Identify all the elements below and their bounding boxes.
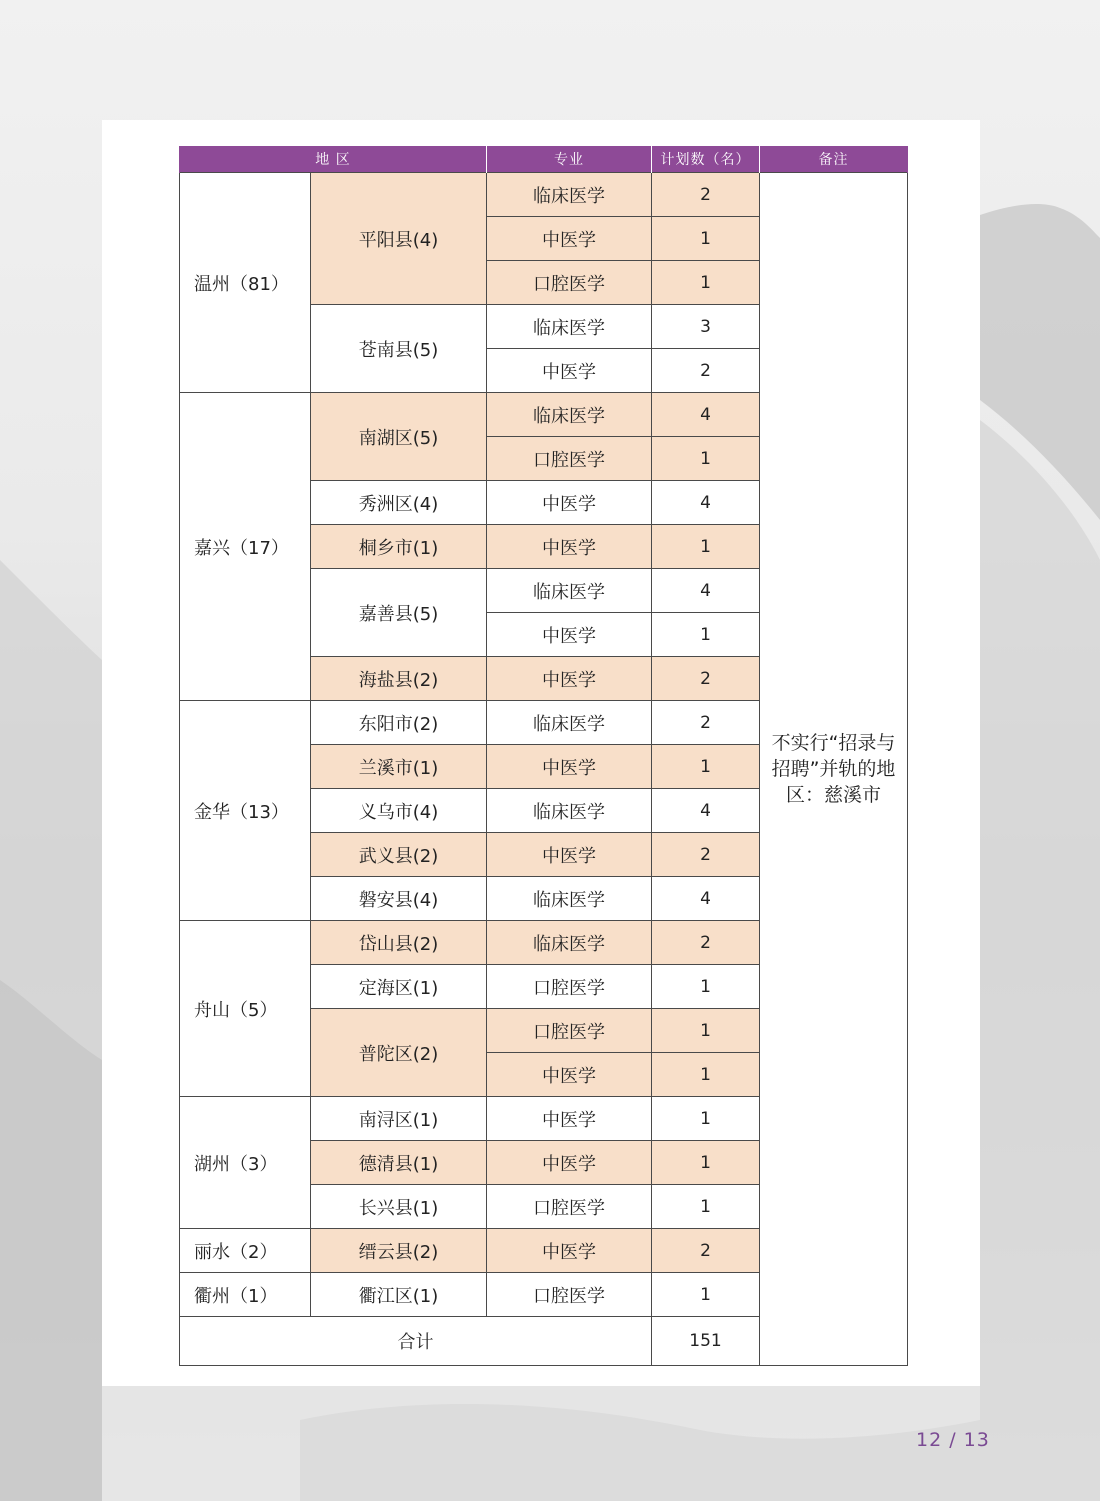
plan-count-cell: 1 (652, 745, 760, 789)
county-cell: 缙云县(2) (311, 1229, 487, 1273)
city-cell: 丽水（2） (180, 1229, 311, 1273)
plan-count-cell: 2 (652, 701, 760, 745)
county-cell: 嘉善县(5) (311, 569, 487, 657)
major-cell: 临床医学 (487, 701, 652, 745)
major-cell: 临床医学 (487, 569, 652, 613)
county-cell: 长兴县(1) (311, 1185, 487, 1229)
total-value: 151 (652, 1317, 760, 1366)
major-cell: 临床医学 (487, 789, 652, 833)
county-cell: 磐安县(4) (311, 877, 487, 921)
plan-count-cell: 1 (652, 525, 760, 569)
county-cell: 衢江区(1) (311, 1273, 487, 1317)
county-cell: 德清县(1) (311, 1141, 487, 1185)
county-cell: 兰溪市(1) (311, 745, 487, 789)
header-note: 备注 (760, 146, 908, 173)
plan-count-cell: 1 (652, 1053, 760, 1097)
plan-count-cell: 4 (652, 393, 760, 437)
major-cell: 临床医学 (487, 393, 652, 437)
major-cell: 中医学 (487, 217, 652, 261)
county-cell: 南湖区(5) (311, 393, 487, 481)
plan-count-cell: 2 (652, 921, 760, 965)
city-cell: 舟山（5） (180, 921, 311, 1097)
major-cell: 口腔医学 (487, 437, 652, 481)
header-region: 地 区 (180, 146, 487, 173)
major-cell: 临床医学 (487, 877, 652, 921)
major-cell: 口腔医学 (487, 1273, 652, 1317)
county-cell: 义乌市(4) (311, 789, 487, 833)
major-cell: 中医学 (487, 613, 652, 657)
plan-count-cell: 1 (652, 1097, 760, 1141)
county-cell: 海盐县(2) (311, 657, 487, 701)
page-number: 12 / 13 (916, 1429, 990, 1451)
plan-count-cell: 4 (652, 569, 760, 613)
plan-count-cell: 1 (652, 965, 760, 1009)
plan-count-cell: 1 (652, 217, 760, 261)
plan-count-cell: 3 (652, 305, 760, 349)
major-cell: 中医学 (487, 1097, 652, 1141)
plan-count-cell: 2 (652, 349, 760, 393)
county-cell: 南浔区(1) (311, 1097, 487, 1141)
major-cell: 中医学 (487, 1141, 652, 1185)
major-cell: 口腔医学 (487, 261, 652, 305)
plan-count-cell: 2 (652, 1229, 760, 1273)
major-cell: 中医学 (487, 745, 652, 789)
plan-count-cell: 1 (652, 1009, 760, 1053)
county-cell: 苍南县(5) (311, 305, 487, 393)
major-cell: 口腔医学 (487, 965, 652, 1009)
plan-count-cell: 1 (652, 261, 760, 305)
major-cell: 临床医学 (487, 921, 652, 965)
plan-count-cell: 1 (652, 437, 760, 481)
major-cell: 中医学 (487, 525, 652, 569)
plan-count-cell: 1 (652, 1273, 760, 1317)
table-row (180, 173, 908, 217)
plan-count-cell: 2 (652, 173, 760, 217)
recruitment-plan-table (179, 146, 908, 1366)
header-major: 专业 (487, 146, 652, 173)
plan-count-cell: 1 (652, 1141, 760, 1185)
county-cell: 武义县(2) (311, 833, 487, 877)
major-cell: 口腔医学 (487, 1185, 652, 1229)
table-body (180, 173, 908, 1366)
county-cell: 定海区(1) (311, 965, 487, 1009)
major-cell: 临床医学 (487, 173, 652, 217)
city-cell: 衢州（1） (180, 1273, 311, 1317)
plan-count-cell: 1 (652, 613, 760, 657)
major-cell: 中医学 (487, 349, 652, 393)
plan-count-cell: 4 (652, 481, 760, 525)
city-cell: 温州（81） (180, 173, 311, 393)
major-cell: 临床医学 (487, 305, 652, 349)
major-cell: 中医学 (487, 481, 652, 525)
plan-count-cell: 1 (652, 1185, 760, 1229)
city-cell: 金华（13） (180, 701, 311, 921)
plan-count-cell: 4 (652, 877, 760, 921)
county-cell: 东阳市(2) (311, 701, 487, 745)
city-cell: 湖州（3） (180, 1097, 311, 1229)
county-cell: 桐乡市(1) (311, 525, 487, 569)
major-cell: 中医学 (487, 657, 652, 701)
major-cell: 中医学 (487, 833, 652, 877)
plan-count-cell: 2 (652, 833, 760, 877)
table-header-row (180, 146, 908, 173)
county-cell: 平阳县(4) (311, 173, 487, 305)
major-cell: 中医学 (487, 1229, 652, 1273)
note-cell: 不实行“招录与招聘”并轨的地区：慈溪市 (760, 173, 908, 1366)
county-cell: 秀洲区(4) (311, 481, 487, 525)
county-cell: 岱山县(2) (311, 921, 487, 965)
county-cell: 普陀区(2) (311, 1009, 487, 1097)
plan-count-cell: 4 (652, 789, 760, 833)
total-label: 合计 (180, 1317, 652, 1366)
major-cell: 口腔医学 (487, 1009, 652, 1053)
major-cell: 中医学 (487, 1053, 652, 1097)
city-cell: 嘉兴（17） (180, 393, 311, 701)
plan-count-cell: 2 (652, 657, 760, 701)
header-plan: 计划数（名） (652, 146, 760, 173)
